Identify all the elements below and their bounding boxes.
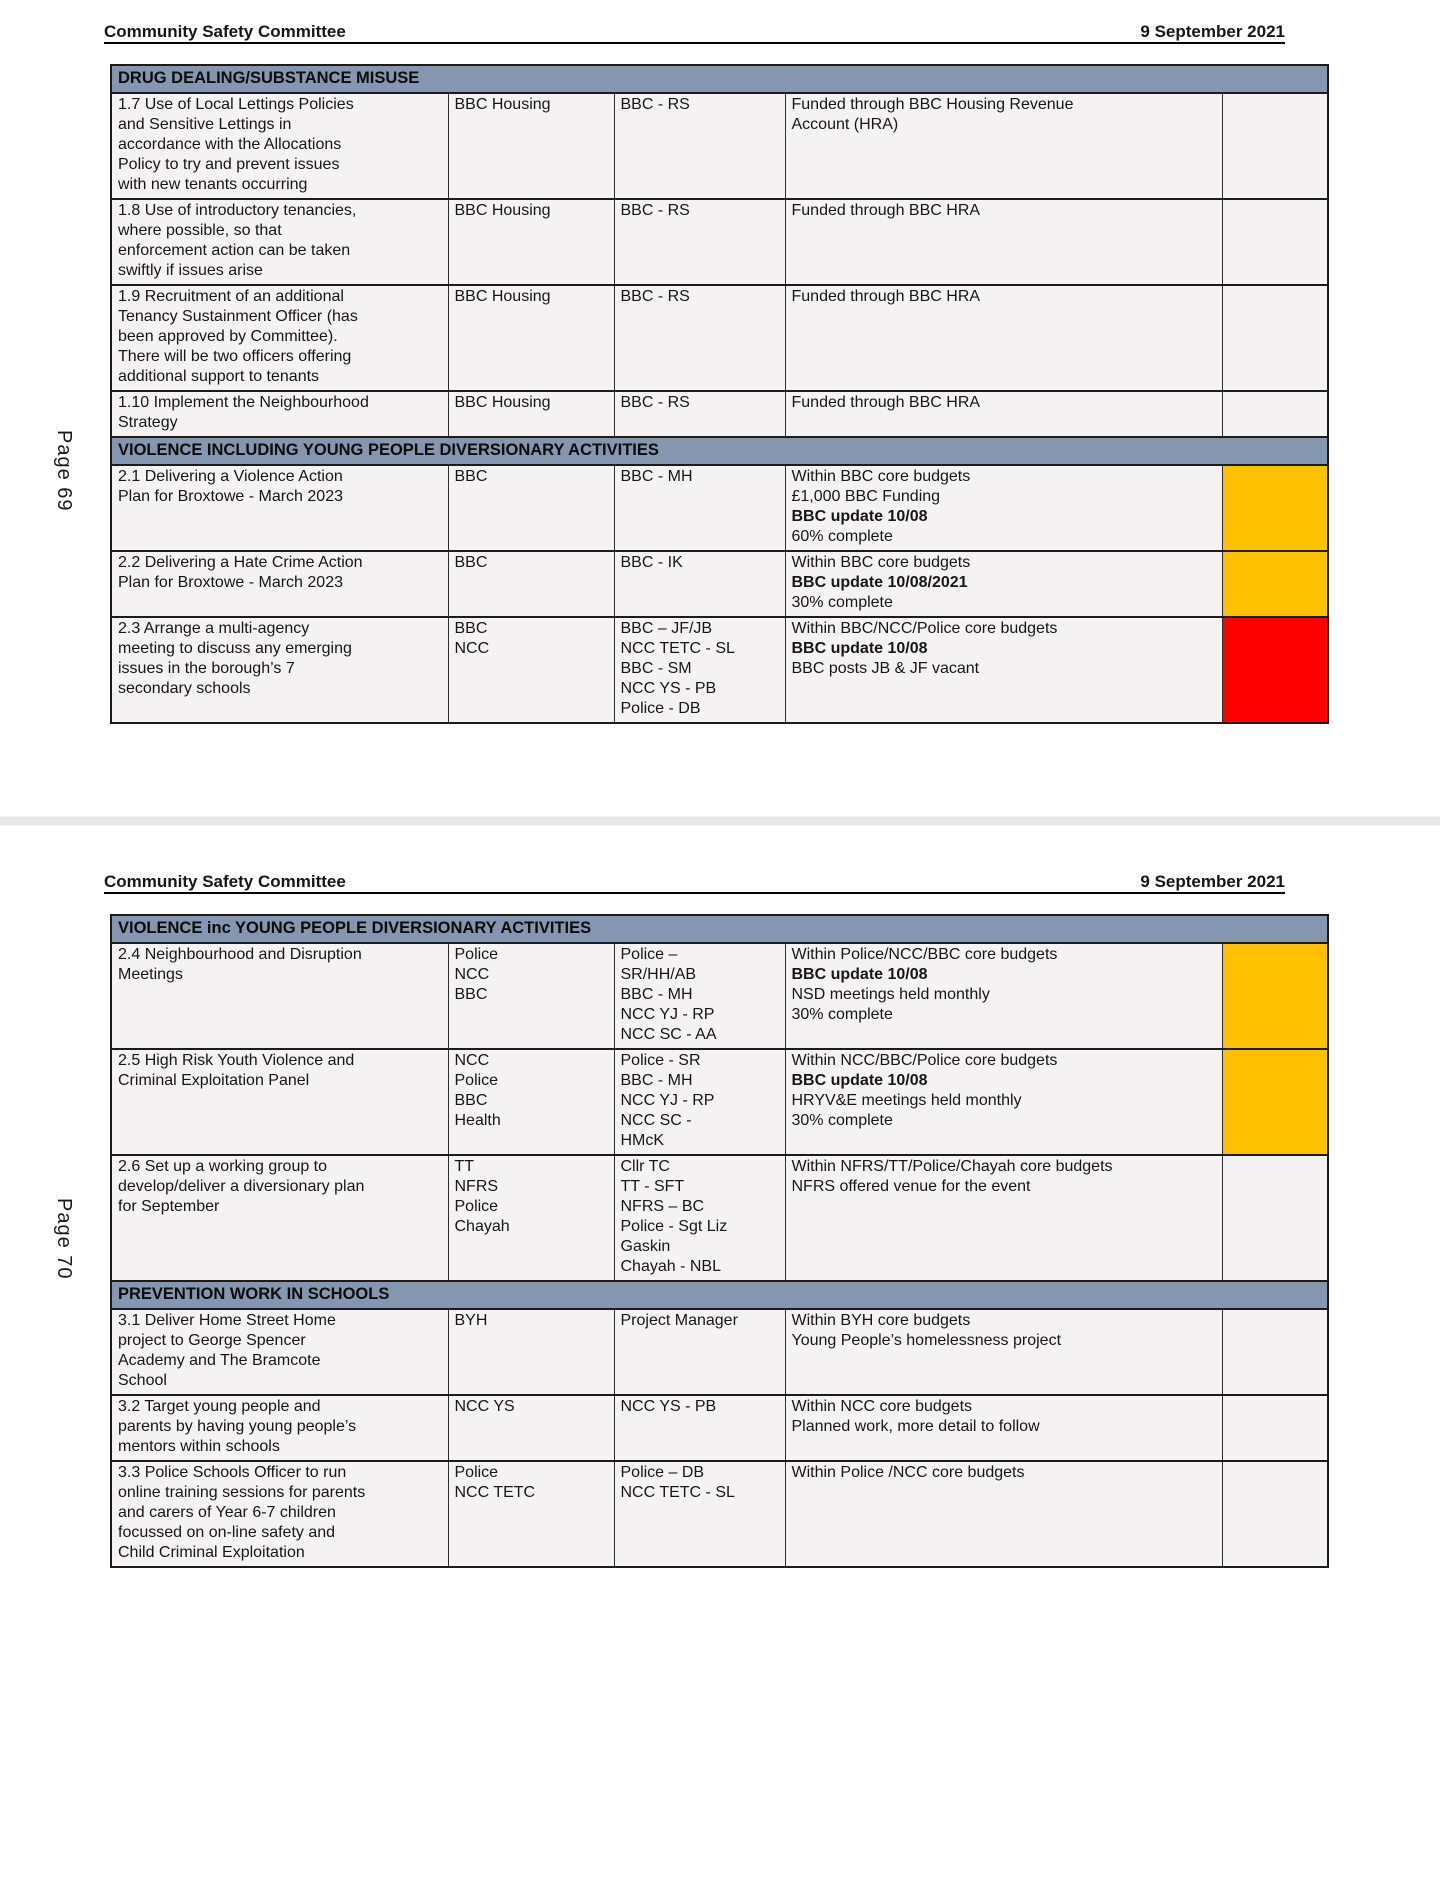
table-row [111,1155,1328,1281]
action-cell [111,1309,448,1395]
table-row [111,617,1328,723]
action-line: Tenancy Sustainment Officer (has [118,308,358,325]
organisation-line: BYH [454,1312,488,1329]
contact-line: Police - SR [620,1052,701,1069]
section-title: VIOLENCE inc YOUNG PEOPLE DIVERSIONARY ACTIVITIES [111,915,1328,943]
funding-line: BBC update 10/08 [791,508,928,525]
contact-line: BBC - IK [620,554,683,571]
action-line: 3.1 Deliver Home Street Home [118,1312,336,1329]
section-header-row [111,437,1328,465]
funding-cell [785,1155,1222,1281]
organisation-line: NCC [454,966,490,983]
funding-line: 60% complete [791,528,893,545]
funding-line: NSD meetings held monthly [791,986,990,1003]
rag-status-cell [1222,1155,1328,1281]
section-header-row [111,65,1328,93]
table-row [111,285,1328,391]
organisation-cell [448,943,614,1049]
organisation-line: NCC TETC [454,1484,536,1501]
funding-cell [785,1461,1222,1567]
funding-line: Planned work, more detail to follow [791,1418,1040,1435]
document-page [0,0,1440,816]
funding-line: Within NCC/BBC/Police core budgets [791,1052,1058,1069]
rag-status-cell [1222,93,1328,199]
organisation-line: Police [454,1072,499,1089]
action-line: mentors within schools [118,1438,280,1455]
page-number-label: Page 69 [53,430,75,512]
funding-line: BBC posts JB & JF vacant [791,660,980,677]
action-line: with new tenants occurring [118,176,308,193]
funding-line: Within Police /NCC core budgets [791,1464,1025,1481]
organisation-line: BBC Housing [454,288,551,305]
action-line: where possible, so that [118,222,282,239]
funding-cell [785,285,1222,391]
action-line: Plan for Broxtowe - March 2023 [118,574,343,591]
action-cell [111,943,448,1049]
funding-line: Within BBC core budgets [791,554,971,571]
action-line: 1.10 Implement the Neighbourhood [118,394,369,411]
funding-line: Account (HRA) [791,116,899,133]
funding-line: Within Police/NCC/BBC core budgets [791,946,1058,963]
rag-status-cell [1222,285,1328,391]
organisation-cell [448,1461,614,1567]
action-line: 2.3 Arrange a multi-agency [118,620,310,637]
contact-line: Chayah - NBL [620,1258,721,1275]
action-line: meeting to discuss any emerging [118,640,352,657]
action-line: 2.5 High Risk Youth Violence and [118,1052,355,1069]
action-line: online training sessions for parents [118,1484,366,1501]
action-cell [111,391,448,437]
action-cell [111,1395,448,1461]
contact-line: Project Manager [620,1312,738,1329]
contact-line: BBC - RS [620,288,690,305]
action-line: swiftly if issues arise [118,262,263,279]
funding-cell [785,93,1222,199]
action-line: additional support to tenants [118,368,320,385]
funding-line: BBC update 10/08/2021 [791,574,968,591]
contact-line: NCC TETC - SL [620,640,735,657]
rag-status-cell [1222,617,1328,723]
table-row [111,93,1328,199]
contact-line: BBC - RS [620,202,690,219]
organisation-line: BBC [454,1092,488,1109]
page-separator [0,816,1440,826]
contact-line: BBC - SM [620,660,692,677]
rag-status-cell [1222,943,1328,1049]
organisation-line: NCC [454,1052,490,1069]
rag-status-cell [1222,1049,1328,1155]
action-cell [111,1049,448,1155]
rag-status-cell [1222,1395,1328,1461]
contact-line: NCC SC - AA [620,1026,717,1043]
action-line: parents by having young people’s [118,1418,357,1435]
action-line: 2.4 Neighbourhood and Disruption [118,946,362,963]
funding-line: BBC update 10/08 [791,966,928,983]
funding-line: Within BBC core budgets [791,468,971,485]
contact-line: Police – [620,946,678,963]
organisation-line: Chayah [454,1218,510,1235]
action-line: There will be two officers offering [118,348,352,365]
table-row [111,1309,1328,1395]
action-line: 2.6 Set up a working group to [118,1158,328,1175]
table-row [111,1395,1328,1461]
action-cell [111,1155,448,1281]
action-plan-table [110,914,1329,1568]
organisation-line: Police [454,1464,499,1481]
contact-line: NCC TETC - SL [620,1484,735,1501]
action-line: and carers of Year 6-7 children [118,1504,336,1521]
table-row [111,1461,1328,1567]
contact-line: NCC YJ - RP [620,1006,715,1023]
action-line: School [118,1372,167,1389]
funding-line: BBC update 10/08 [791,640,928,657]
organisation-cell [448,1395,614,1461]
contact-line: NFRS – BC [620,1198,705,1215]
contact-cell [614,551,785,617]
action-line: issues in the borough’s 7 [118,660,295,677]
organisation-line: BBC [454,986,488,1003]
contact-line: BBC - MH [620,986,693,1003]
contact-line: BBC – JF/JB [620,620,713,637]
table-row [111,551,1328,617]
action-line: Strategy [118,414,178,431]
organisation-cell [448,1309,614,1395]
contact-line: Police - Sgt Liz [620,1218,728,1235]
action-line: accordance with the Allocations [118,136,342,153]
organisation-line: Health [454,1112,501,1129]
action-cell [111,617,448,723]
organisation-line: NCC YS [454,1398,515,1415]
funding-line: Within NFRS/TT/Police/Chayah core budgets [791,1158,1113,1175]
organisation-cell [448,1049,614,1155]
action-line: and Sensitive Lettings in [118,116,292,133]
contact-cell [614,1395,785,1461]
report-date: 9 September 2021 [1140,872,1285,891]
organisation-cell [448,1155,614,1281]
action-line: Child Criminal Exploitation [118,1544,305,1561]
rag-status-cell [1222,199,1328,285]
section-header-row [111,915,1328,943]
document-page [0,826,1440,1878]
table-row [111,391,1328,437]
funding-line: Funded through BBC HRA [791,288,981,305]
organisation-line: BBC [454,468,488,485]
organisation-cell [448,465,614,551]
contact-line: BBC - RS [620,96,690,113]
organisation-line: NCC [454,640,490,657]
funding-line: 30% complete [791,1006,893,1023]
action-line: been approved by Committee). [118,328,338,345]
action-line: 3.3 Police Schools Officer to run [118,1464,347,1481]
contact-line: NCC YJ - RP [620,1092,715,1109]
rag-status-cell [1222,465,1328,551]
action-line: secondary schools [118,680,251,697]
funding-cell [785,465,1222,551]
organisation-line: Police [454,946,499,963]
contact-line: BBC - RS [620,394,690,411]
action-cell [111,551,448,617]
action-line: 3.2 Target young people and [118,1398,321,1415]
contact-line: NCC YS - PB [620,1398,717,1415]
contact-line: Gaskin [620,1238,671,1255]
funding-line: Young People’s homelessness project [791,1332,1062,1349]
funding-line: NFRS offered venue for the event [791,1178,1031,1195]
organisation-cell [448,285,614,391]
action-cell [111,199,448,285]
action-line: focussed on on-line safety and [118,1524,336,1541]
funding-cell [785,199,1222,285]
report-date: 9 September 2021 [1140,22,1285,41]
contact-cell [614,465,785,551]
section-title: VIOLENCE INCLUDING YOUNG PEOPLE DIVERSIONARY ACTIVITIES [111,437,1328,465]
contact-line: Police - DB [620,700,701,717]
organisation-line: TT [454,1158,475,1175]
action-line: enforcement action can be taken [118,242,351,259]
funding-cell [785,551,1222,617]
funding-line: £1,000 BBC Funding [791,488,941,505]
contact-cell [614,285,785,391]
action-line: develop/deliver a diversionary plan [118,1178,365,1195]
organisation-cell [448,617,614,723]
contact-line: NCC YS - PB [620,680,717,697]
organisation-line: BBC Housing [454,96,551,113]
funding-line: HRYV&E meetings held monthly [791,1092,1022,1109]
action-line: Policy to try and prevent issues [118,156,340,173]
table-row [111,1049,1328,1155]
organisation-line: Police [454,1198,499,1215]
rag-status-cell [1222,1309,1328,1395]
page-header [104,22,1285,44]
contact-line: HMcK [620,1132,665,1149]
funding-cell [785,617,1222,723]
organisation-line: BBC [454,620,488,637]
funding-line: 30% complete [791,1112,893,1129]
action-cell [111,93,448,199]
contact-cell [614,199,785,285]
organisation-line: NFRS [454,1178,499,1195]
action-cell [111,465,448,551]
funding-line: Within BYH core budgets [791,1312,971,1329]
contact-cell [614,93,785,199]
rag-status-cell [1222,1461,1328,1567]
funding-line: Within NCC core budgets [791,1398,973,1415]
action-line: Plan for Broxtowe - March 2023 [118,488,343,505]
section-header-row [111,1281,1328,1309]
contact-cell [614,617,785,723]
funding-cell [785,1395,1222,1461]
action-plan-table [110,64,1329,724]
action-line: for September [118,1198,220,1215]
contact-cell [614,391,785,437]
funding-cell [785,943,1222,1049]
contact-cell [614,1461,785,1567]
action-line: 2.2 Delivering a Hate Crime Action [118,554,363,571]
contact-cell [614,1049,785,1155]
funding-line: 30% complete [791,594,893,611]
section-title: DRUG DEALING/SUBSTANCE MISUSE [111,65,1328,93]
action-line: 1.7 Use of Local Lettings Policies [118,96,354,113]
contact-line: Cllr TC [620,1158,670,1175]
table-row [111,943,1328,1049]
contact-line: BBC - MH [620,1072,693,1089]
organisation-line: BBC Housing [454,394,551,411]
committee-title: Community Safety Committee [104,22,346,41]
action-line: Academy and The Bramcote [118,1352,321,1369]
action-cell [111,1461,448,1567]
action-line: 1.8 Use of introductory tenancies, [118,202,357,219]
contact-line: NCC SC - [620,1112,692,1129]
action-line: Meetings [118,966,183,983]
table-row [111,465,1328,551]
funding-line: Within BBC/NCC/Police core budgets [791,620,1058,637]
action-cell [111,285,448,391]
rag-status-cell [1222,391,1328,437]
page-header [104,872,1285,894]
funding-line: Funded through BBC Housing Revenue [791,96,1074,113]
organisation-line: BBC [454,554,488,571]
organisation-cell [448,551,614,617]
rag-status-cell [1222,551,1328,617]
funding-line: Funded through BBC HRA [791,202,981,219]
action-line: 2.1 Delivering a Violence Action [118,468,343,485]
contact-cell [614,943,785,1049]
organisation-cell [448,93,614,199]
contact-line: Police – DB [620,1464,705,1481]
organisation-cell [448,391,614,437]
organisation-cell [448,199,614,285]
contact-cell [614,1309,785,1395]
action-line: Criminal Exploitation Panel [118,1072,310,1089]
contact-line: BBC - MH [620,468,693,485]
funding-cell [785,1049,1222,1155]
funding-cell [785,391,1222,437]
funding-line: Funded through BBC HRA [791,394,981,411]
table-row [111,199,1328,285]
funding-line: BBC update 10/08 [791,1072,928,1089]
funding-cell [785,1309,1222,1395]
action-line: project to George Spencer [118,1332,306,1349]
committee-title: Community Safety Committee [104,872,346,891]
page-number-label: Page 70 [53,1198,75,1280]
section-title: PREVENTION WORK IN SCHOOLS [111,1281,1328,1309]
contact-line: SR/HH/AB [620,966,697,983]
contact-line: TT - SFT [620,1178,685,1195]
organisation-line: BBC Housing [454,202,551,219]
action-line: 1.9 Recruitment of an additional [118,288,344,305]
contact-cell [614,1155,785,1281]
